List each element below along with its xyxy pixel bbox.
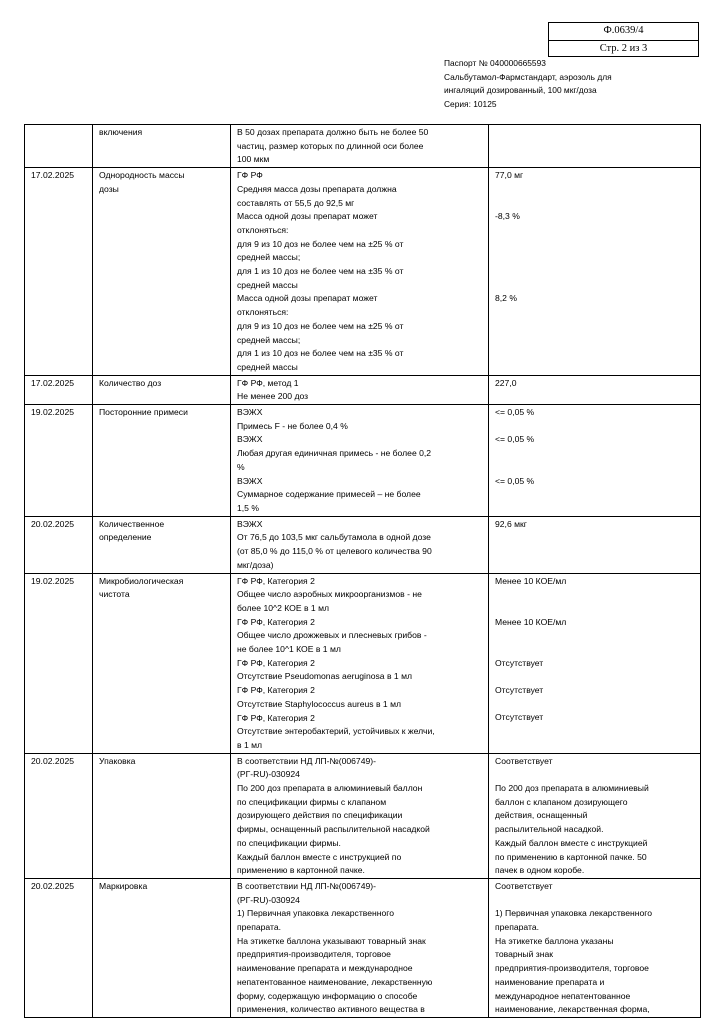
result-line: Менее 10 КОЕ/мл bbox=[495, 575, 567, 586]
test-name-line: Количество доз bbox=[99, 377, 162, 388]
test-results-body bbox=[25, 125, 701, 1018]
requirement-line: применению в картонной пачке. bbox=[237, 865, 365, 876]
requirement-line: ВЭЖХ bbox=[237, 475, 263, 486]
result-line bbox=[495, 238, 695, 252]
result-line: -8,3 % bbox=[495, 211, 520, 222]
requirement-line: частиц, размер которых по длинной оси более bbox=[237, 140, 424, 151]
requirement-line: ГФ РФ, Категория 2 bbox=[237, 575, 315, 586]
test-name-cell bbox=[93, 375, 231, 404]
requirement-line: От 76,5 до 103,5 мкг сальбутамола в одной дозе bbox=[237, 532, 431, 543]
requirement-line: ГФ РФ, Категория 2 bbox=[237, 616, 315, 627]
requirement-line: по спецификации фирмы с клапаном bbox=[237, 796, 387, 807]
requirement-cell bbox=[231, 125, 489, 168]
requirement-cell bbox=[231, 753, 489, 878]
result-line bbox=[495, 251, 695, 265]
result-line: Каждый баллон вместе с инструкцией bbox=[495, 837, 648, 848]
result-line: Отсутствует bbox=[495, 685, 544, 696]
test-name-line: дозы bbox=[99, 183, 119, 194]
requirement-line: составлять от 55,5 до 92,5 мг bbox=[237, 197, 355, 208]
test-name-cell bbox=[93, 878, 231, 1017]
requirement-line: более 10^2 КОЕ в 1 мл bbox=[237, 602, 329, 613]
requirement-line: средней массы; bbox=[237, 334, 301, 345]
requirement-line: предприятия-производителя, торговое bbox=[237, 949, 391, 960]
requirement-line: Масса одной дозы препарат может bbox=[237, 293, 378, 304]
requirement-line: непатентованное наименование, лекарственную bbox=[237, 976, 433, 987]
result-line: 8,2 % bbox=[495, 293, 517, 304]
result-line: Соответствует bbox=[495, 880, 553, 891]
test-name-line: Маркировка bbox=[99, 880, 148, 891]
test-date-cell: 20.02.2025 bbox=[25, 516, 93, 573]
result-line: препарата. bbox=[495, 922, 540, 933]
requirement-line: для 1 из 10 доз не более чем на ±35 % от bbox=[237, 266, 404, 277]
requirement-line: Общее число дрожжевых и плесневых грибов - bbox=[237, 630, 427, 641]
requirement-line: мкг/доза) bbox=[237, 559, 274, 570]
form-code-box bbox=[548, 22, 699, 57]
result-line bbox=[495, 265, 695, 279]
requirement-line: (РГ-RU)-030924 bbox=[237, 894, 300, 905]
requirement-line: для 9 из 10 доз не более чем на ±25 % от bbox=[237, 320, 404, 331]
requirement-line: фирмы, оснащенный распылительной насадкой bbox=[237, 824, 430, 835]
requirement-cell bbox=[231, 168, 489, 376]
requirement-line: Отсутствие Pseudomonas aeruginosa в 1 мл bbox=[237, 671, 413, 682]
table-row bbox=[25, 573, 701, 753]
requirement-line: На этикетке баллона указывают товарный знак bbox=[237, 935, 426, 946]
requirement-line: (от 85,0 % до 115,0 % от целевого количества 90 bbox=[237, 546, 432, 557]
requirement-line: (РГ-RU)-030924 bbox=[237, 769, 300, 780]
product-name-line-2: ингаляций дозированный, 100 мкг/доза bbox=[444, 85, 597, 96]
test-name-line: Микробиологическая bbox=[99, 575, 184, 586]
result-line bbox=[495, 447, 695, 461]
requirement-line: % bbox=[237, 461, 245, 472]
result-line: Соответствует bbox=[495, 755, 553, 766]
test-date-cell bbox=[25, 125, 93, 168]
result-line: По 200 доз препарата в алюминиевый bbox=[495, 783, 649, 794]
requirement-line: Каждый баллон вместе с инструкцией по bbox=[237, 851, 402, 862]
test-date-cell: 19.02.2025 bbox=[25, 405, 93, 517]
test-name-line: определение bbox=[99, 532, 152, 543]
result-line: <= 0,05 % bbox=[495, 434, 535, 445]
requirement-line: в 1 мл bbox=[237, 739, 263, 750]
result-line: 1) Первичная упаковка лекарственного bbox=[495, 908, 652, 919]
requirement-line: отклоняться: bbox=[237, 224, 289, 235]
requirement-line: Отсутствие Staphylococcus aureus в 1 мл bbox=[237, 698, 402, 709]
test-name-line: Однородность массы bbox=[99, 170, 185, 181]
requirement-line: ГФ РФ, Категория 2 bbox=[237, 657, 315, 668]
passport-header bbox=[444, 57, 612, 111]
result-line: <= 0,05 % bbox=[495, 407, 535, 418]
result-line: 92,6 мкг bbox=[495, 518, 527, 529]
requirement-line: по спецификации фирмы. bbox=[237, 837, 341, 848]
table-row bbox=[25, 516, 701, 573]
test-name-cell bbox=[93, 516, 231, 573]
requirement-line: 1) Первичная упаковка лекарственного bbox=[237, 908, 394, 919]
requirement-line: отклоняться: bbox=[237, 307, 289, 318]
result-line: баллон с клапаном дозирующего bbox=[495, 796, 628, 807]
result-cell bbox=[489, 125, 701, 168]
result-line bbox=[495, 670, 695, 684]
requirement-line: Не менее 200 доз bbox=[237, 391, 309, 402]
product-name-line-1: Сальбутамол-Фармстандарт, аэрозоль для bbox=[444, 71, 612, 82]
result-line bbox=[495, 183, 695, 197]
result-line: пачек в одном коробе. bbox=[495, 865, 585, 876]
requirement-line: Отсутствие энтеробактерий, устойчивых к желчи, bbox=[237, 726, 435, 737]
result-line bbox=[495, 420, 695, 434]
table-row bbox=[25, 168, 701, 376]
result-line: 227,0 bbox=[495, 377, 517, 388]
requirement-line: В соответствии НД ЛП-№(006749)- bbox=[237, 880, 376, 891]
result-line bbox=[495, 629, 695, 643]
requirement-line: применения, количество активного вещества в bbox=[237, 1004, 425, 1015]
requirement-line: В 50 дозах препарата должно быть не более 50 bbox=[237, 127, 429, 137]
result-line bbox=[495, 461, 695, 475]
result-line: Отсутствует bbox=[495, 657, 544, 668]
result-line: распылительной насадкой. bbox=[495, 824, 604, 835]
table-row bbox=[25, 878, 701, 1017]
passport-number: Паспорт № 040000665593 bbox=[444, 58, 546, 68]
result-cell bbox=[489, 375, 701, 404]
result-line: 77,0 мг bbox=[495, 170, 524, 181]
result-line: наименование, лекарственная форма, bbox=[495, 1004, 650, 1015]
result-line: <= 0,05 % bbox=[495, 475, 535, 486]
table-row bbox=[25, 375, 701, 404]
requirement-cell bbox=[231, 516, 489, 573]
test-name-line: чистота bbox=[99, 589, 130, 600]
requirement-line: Примесь F - не более 0,4 % bbox=[237, 420, 348, 431]
requirement-cell bbox=[231, 573, 489, 753]
result-line bbox=[495, 126, 695, 140]
result-cell bbox=[489, 573, 701, 753]
result-cell bbox=[489, 753, 701, 878]
requirement-cell bbox=[231, 878, 489, 1017]
result-line bbox=[495, 698, 695, 712]
test-name-cell bbox=[93, 405, 231, 517]
result-line bbox=[495, 602, 695, 616]
requirement-line: средней массы; bbox=[237, 252, 301, 263]
test-date-cell: 19.02.2025 bbox=[25, 573, 93, 753]
table-row bbox=[25, 125, 701, 168]
test-name-line: Упаковка bbox=[99, 755, 136, 766]
result-line: по применению в картонной пачке. 50 bbox=[495, 851, 647, 862]
requirement-line: дозирующего действия по спецификации bbox=[237, 810, 403, 821]
result-line bbox=[495, 279, 695, 293]
requirement-line: Масса одной дозы препарат может bbox=[237, 211, 378, 222]
test-name-cell bbox=[93, 753, 231, 878]
series-number: Серия: 10125 bbox=[444, 98, 497, 109]
result-line bbox=[495, 197, 695, 211]
requirement-line: 100 мкм bbox=[237, 154, 270, 165]
page-counter: Стр. 2 из 3 bbox=[549, 40, 698, 57]
requirement-line: 1,5 % bbox=[237, 502, 259, 513]
result-line: На этикетке баллона указаны bbox=[495, 935, 614, 946]
test-results-table bbox=[24, 124, 701, 1018]
requirement-line: препарата. bbox=[237, 922, 282, 933]
result-line: наименование препарата и bbox=[495, 976, 605, 987]
result-line bbox=[495, 224, 695, 238]
result-line: действия, оснащенный bbox=[495, 810, 588, 821]
test-name-line: Посторонние примеси bbox=[99, 407, 188, 418]
result-cell bbox=[489, 405, 701, 517]
requirement-cell bbox=[231, 405, 489, 517]
requirement-line: наименование препарата и международное bbox=[237, 963, 413, 974]
requirement-line: ГФ РФ bbox=[237, 170, 263, 181]
test-name-line: Количественное bbox=[99, 518, 165, 529]
result-line bbox=[495, 643, 695, 657]
result-line bbox=[495, 588, 695, 602]
result-line: международное непатентованное bbox=[495, 990, 631, 1001]
test-name-cell bbox=[93, 573, 231, 753]
form-code: Ф.0639/4 bbox=[603, 25, 644, 36]
requirement-line: ВЭЖХ bbox=[237, 518, 263, 529]
requirement-line: По 200 доз препарата в алюминиевый баллон bbox=[237, 783, 423, 794]
result-line: предприятия-производителя, торговое bbox=[495, 963, 649, 974]
requirement-line: ГФ РФ, Категория 2 bbox=[237, 685, 315, 696]
result-line bbox=[495, 894, 695, 908]
requirement-line: Суммарное содержание примесей – не более bbox=[237, 489, 421, 500]
table-row bbox=[25, 753, 701, 878]
requirement-line: В соответствии НД ЛП-№(006749)- bbox=[237, 755, 376, 766]
requirement-line: форму, содержащую информацию о способе bbox=[237, 990, 418, 1001]
requirement-line: средней массы bbox=[237, 279, 298, 290]
requirement-line: ГФ РФ, метод 1 bbox=[237, 377, 299, 388]
requirement-line: Общее число аэробных микроорганизмов - не bbox=[237, 589, 422, 600]
requirement-line: ГФ РФ, Категория 2 bbox=[237, 712, 315, 723]
requirement-cell bbox=[231, 375, 489, 404]
requirement-line: средней массы bbox=[237, 361, 298, 372]
requirement-line: Средняя масса дозы препарата должна bbox=[237, 183, 397, 194]
requirement-line: Любая другая единичная примесь - не более 0,2 bbox=[237, 448, 432, 459]
test-name-cell bbox=[93, 125, 231, 168]
test-date-cell: 17.02.2025 bbox=[25, 375, 93, 404]
result-cell bbox=[489, 878, 701, 1017]
result-cell bbox=[489, 516, 701, 573]
result-line bbox=[495, 768, 695, 782]
requirement-line: ВЭЖХ bbox=[237, 434, 263, 445]
test-date-cell: 20.02.2025 bbox=[25, 753, 93, 878]
requirement-line: не более 10^1 КОЕ в 1 мл bbox=[237, 644, 341, 655]
result-line: Отсутствует bbox=[495, 712, 544, 723]
requirement-line: для 9 из 10 доз не более чем на ±25 % от bbox=[237, 238, 404, 249]
requirement-line: для 1 из 10 доз не более чем на ±35 % от bbox=[237, 348, 404, 359]
result-line: Менее 10 КОЕ/мл bbox=[495, 616, 567, 627]
requirement-line: ВЭЖХ bbox=[237, 407, 263, 418]
result-line: товарный знак bbox=[495, 949, 553, 960]
table-row bbox=[25, 405, 701, 517]
result-cell bbox=[489, 168, 701, 376]
test-name-line: включения bbox=[99, 127, 143, 137]
test-date-cell: 17.02.2025 bbox=[25, 168, 93, 376]
test-date-cell: 20.02.2025 bbox=[25, 878, 93, 1017]
test-name-cell bbox=[93, 168, 231, 376]
